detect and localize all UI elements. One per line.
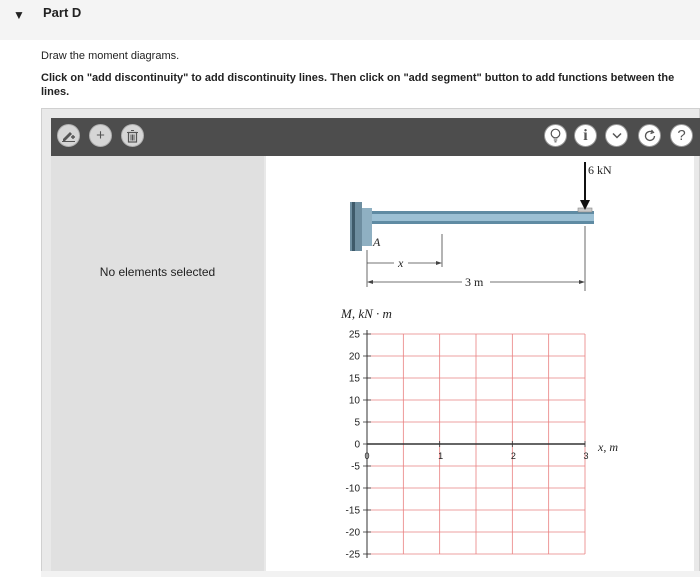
help-icon: ?	[677, 127, 686, 144]
beam-top-flange	[372, 211, 594, 214]
x-axis-label: x, m	[598, 440, 618, 454]
plus-icon: +	[96, 127, 105, 144]
instruction-bold-text: Click on "add discontinuity" to add discontinuity lines. Then click on "add segment" button to add functions between the lines.	[41, 72, 675, 98]
reset-button[interactable]	[638, 124, 661, 147]
more-button[interactable]	[605, 124, 628, 147]
x-tick-label: 2	[510, 451, 516, 461]
part-header[interactable]	[0, 0, 700, 40]
selection-status: No elements selected	[99, 265, 216, 279]
part-title: Part D	[43, 5, 82, 20]
wall-flange	[352, 202, 355, 251]
beam-figure	[350, 162, 612, 291]
add-discontinuity-button[interactable]	[57, 124, 80, 147]
dim-arrow-x	[436, 261, 442, 265]
hint-button[interactable]	[544, 124, 567, 147]
trash-icon	[126, 129, 139, 143]
add-segment-button[interactable]	[89, 124, 112, 147]
collapse-caret-icon[interactable]: ▼	[13, 8, 25, 22]
y-tick-label: 10	[348, 395, 360, 407]
redo-icon	[643, 129, 657, 143]
delete-button[interactable]	[121, 124, 144, 147]
pencil-plus-icon	[61, 128, 76, 143]
y-tick-label: -25	[345, 549, 360, 561]
dim-arrow-span-right	[579, 280, 585, 284]
x-tick-label: 3	[583, 451, 589, 461]
drawing-canvas[interactable]	[266, 156, 694, 577]
load-label: 6 kN	[588, 163, 612, 177]
x-variable-label: x	[398, 256, 404, 270]
y-tick-label: 25	[348, 329, 360, 341]
y-tick-label: -20	[345, 527, 360, 539]
beam-bottom-flange	[372, 221, 594, 224]
span-label: 3 m	[465, 275, 484, 289]
y-tick-label: -15	[345, 505, 360, 517]
chevron-down-icon	[612, 132, 622, 139]
y-tick-label: 15	[348, 373, 360, 385]
x-tick-label: 1	[438, 451, 444, 461]
selection-pane	[51, 156, 264, 577]
y-tick-label: 5	[354, 417, 360, 429]
y-tick-label: -5	[351, 461, 360, 473]
fixed-bracket	[362, 208, 372, 246]
help-button[interactable]	[670, 124, 693, 147]
x-tick-label: 0	[364, 451, 370, 461]
moment-chart[interactable]	[340, 306, 618, 561]
dim-arrow-span-left	[367, 280, 373, 284]
lightbulb-icon	[549, 128, 562, 143]
canvas-svg	[266, 156, 694, 577]
support-label: A	[373, 235, 381, 249]
wall-support	[350, 202, 362, 251]
y-tick-label: 20	[348, 351, 360, 363]
y-tick-label: 0	[354, 439, 360, 451]
y-tick-label: -10	[345, 483, 360, 495]
instruction-text: Draw the moment diagrams.	[41, 50, 180, 62]
panel-bottom-bar	[41, 571, 700, 577]
info-icon: i	[583, 126, 588, 144]
info-button[interactable]	[574, 124, 597, 147]
toolbar	[51, 118, 700, 156]
y-axis-label: M, kN · m	[341, 306, 392, 321]
